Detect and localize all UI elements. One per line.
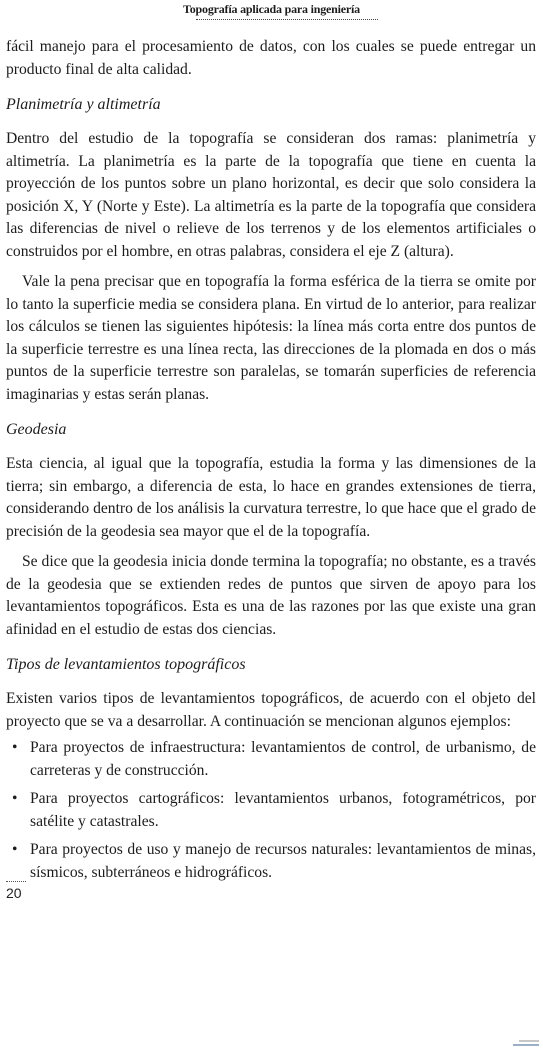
scanner-watermark-logo <box>513 1038 539 1050</box>
list-item-text: Para proyectos de uso y manejo de recursos naturales: levantamientos de minas, sísmicos, subterráneos e hidrográficos. <box>30 841 536 881</box>
heading-tipos: Tipos de levantamientos topográficos <box>6 656 246 673</box>
list-item-text: Para proyectos cartográficos: levantamientos urbanos, fotogramétricos, por satélite y catastrales. <box>30 790 536 830</box>
geodesia-paragraph-1: Esta ciencia, al igual que la topografía, estudia la forma y las dimensiones de la tierra; sin embargo, a diferencia de esta, lo hace en grandes extensiones de tierra, considerando dentro de los análisis la curvatura terrestre, lo que hace que el grado de precisión de la geodesia sea mayor que el de la topografía. <box>6 455 536 540</box>
list-item <box>6 737 536 782</box>
survey-types-list <box>6 737 536 884</box>
list-item <box>6 839 536 884</box>
running-header: Topografía aplicada para ingeniería <box>183 2 360 16</box>
heading-planimetria: Planimetría y altimetría <box>6 96 161 113</box>
header-rule <box>196 19 378 20</box>
bullet-icon: • <box>12 739 18 756</box>
planimetria-paragraph-1: Dentro del estudio de la topografía se consideran dos ramas: planimetría y altimetría. La planimetría es la parte de la topografía que tiene en cuenta la proyección de los puntos sobre un plano horizontal, es decir que solo considera la posición X, Y (Norte y Este). La altimetría es la parte de la topografía que considera las diferencias de nivel o relieve de los terrenos y de los elementos artificiales o construidos por el hombre, en otras palabras, considera el eje Z (altura). <box>6 130 536 260</box>
geodesia-paragraph-2: Se dice que la geodesia inicia donde termina la topografía; no obstante, es a través de la geodesia que se extienden redes de puntos que sirven de apoyo para los levantamientos topográficos. Esta es una de las razones por las que existe una gran afinidad en el estudio de estas dos ciencias. <box>6 553 536 638</box>
tipos-paragraph-1: Existen varios tipos de levantamientos topográficos, de acuerdo con el objeto del proyecto que se va a desarrollar. A continuación se mencionan algunos ejemplos: <box>6 690 536 730</box>
planimetria-paragraph-2: Vale la pena precisar que en topografía la forma esférica de la tierra se omite por lo tanto la superficie media se considera plana. En virtud de lo anterior, para realizar los cálculos se tienen las siguientes hipótesis: la línea más corta entre dos puntos de la superficie terrestre es una línea recta, las direcciones de la plomada en dos o más puntos de la superficie terrestre son paralelas, se tomarán superficies de referencia imaginarias y estas serán planas. <box>6 273 536 403</box>
page-body <box>6 36 536 890</box>
bullet-icon: • <box>12 790 18 807</box>
heading-geodesia: Geodesia <box>6 421 67 438</box>
bullet-icon: • <box>12 841 18 858</box>
page-number-rule <box>6 881 26 882</box>
intro-paragraph: fácil manejo para el procesamiento de datos, con los cuales se puede entregar un producto final de alta calidad. <box>6 38 536 78</box>
list-item-text: Para proyectos de infraestructura: levantamientos de control, de urbanismo, de carreteras y de construcción. <box>30 739 536 779</box>
list-item <box>6 788 536 833</box>
page-number: 20 <box>6 885 22 901</box>
